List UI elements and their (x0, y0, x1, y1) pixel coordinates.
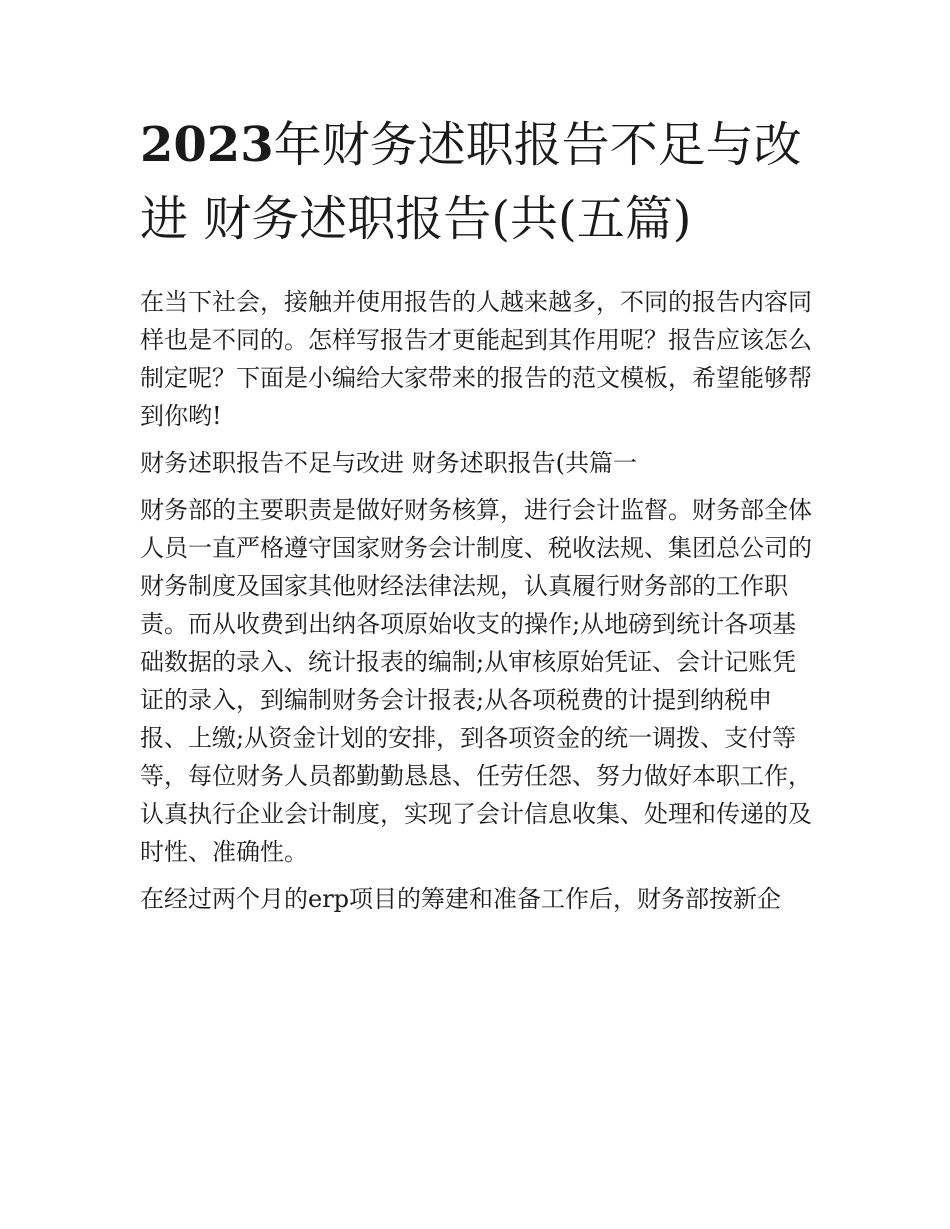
title-text: 年财务述职报告不足与改进 财务述职报告(共(五篇) (140, 117, 802, 247)
title-year: 2023 (140, 117, 274, 173)
body-paragraph-duties: 财务部的主要职责是做好财务核算，进行会计监督。财务部全体人员一直严格遵守国家财务会计制度、税收法规、集团总公司的财务制度及国家其他财经法律法规，认真履行财务部的工作职责。而从收费到出纳各项原始收支的操作;从地磅到统计各项基础数据的录入、统计报表的编制;从审核原始凭证、会计记账凭证的录入，到编制财务会计报表;从各项税费的计提到纳税申报、上缴;从资金计划的安排，到各项资金的统一调拨、支付等等，每位财务人员都勤勤恳恳、任劳任怨、努力做好本职工作，认真执行企业会计制度，实现了会计信息收集、处理和传递的及时性、准确性。 (140, 496, 812, 866)
document-page (140, 108, 812, 918)
section-heading: 财务述职报告不足与改进 财务述职报告(共篇一 (140, 449, 637, 477)
body-paragraph-erp: 在经过两个月的erp项目的筹建和准备工作后，财务部按新企 (140, 885, 782, 913)
document-title (140, 108, 812, 256)
intro-paragraph: 在当下社会，接触并使用报告的人越来越多，不同的报告内容同样也是不同的。怎样写报告才更能起到其作用呢？报告应该怎么制定呢？下面是小编给大家带来的报告的范文模板，希望能够帮到你哟! (140, 288, 812, 430)
